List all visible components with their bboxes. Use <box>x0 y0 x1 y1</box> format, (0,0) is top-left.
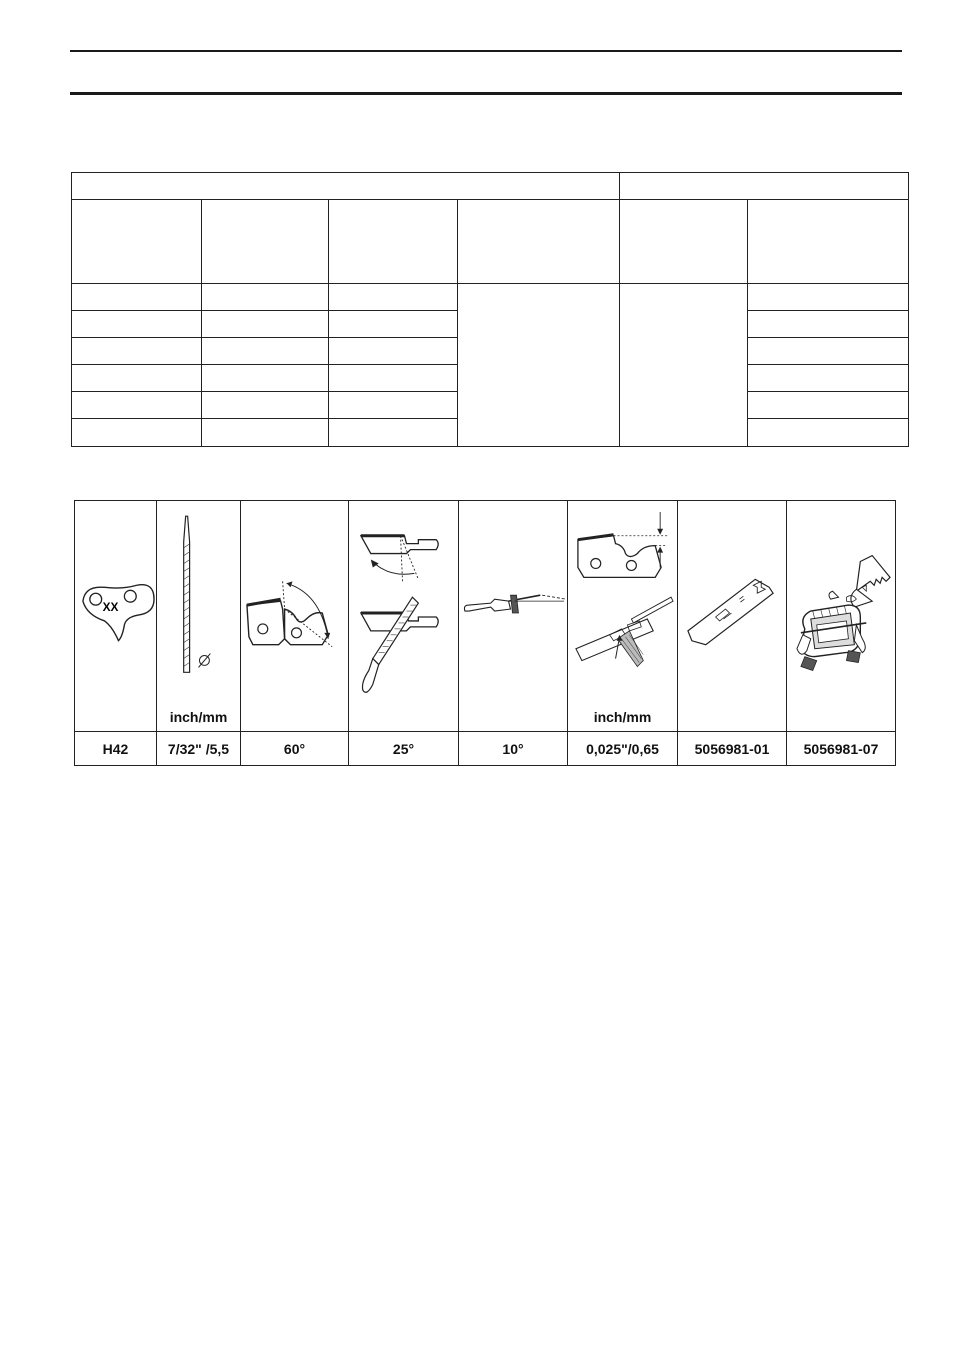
spec-cell <box>748 392 909 419</box>
cutter-angle-icon <box>241 501 348 731</box>
depth-gauge-unit-label: inch/mm <box>593 709 652 725</box>
spec-header-cell <box>72 200 202 284</box>
filing-template-icon <box>787 501 895 731</box>
spec-group-header-row <box>72 173 909 200</box>
spec-cell <box>202 284 329 311</box>
file-holder-angle-value: 10° <box>459 732 568 766</box>
round-file-icon <box>157 501 240 731</box>
spec-cell <box>202 392 329 419</box>
table-row <box>72 284 909 311</box>
spec-cell <box>72 419 202 447</box>
file-diameter-illustration <box>157 501 241 732</box>
spec-cell <box>72 338 202 365</box>
spec-cell <box>748 338 909 365</box>
spec-header-cell <box>329 200 458 284</box>
spec-group-header-right <box>620 173 909 200</box>
chain-code-illustration <box>75 501 157 732</box>
spec-column-header-row <box>72 200 909 284</box>
spec-cell <box>329 284 458 311</box>
chain-code-mark: XX <box>102 600 119 615</box>
spec-cell <box>748 419 909 447</box>
spec-cell <box>72 311 202 338</box>
spec-header-cell <box>620 200 748 284</box>
sharpening-template-illustration <box>787 501 896 732</box>
top-plate-angle-value: 60° <box>241 732 349 766</box>
spec-merged-cell <box>620 284 748 447</box>
spec-cell <box>72 365 202 392</box>
file-gauge-illustration <box>678 501 787 732</box>
sharpening-template-part-number: 5056981-07 <box>787 732 896 766</box>
file-diameter-value: 7/32" /5,5 <box>157 732 241 766</box>
header-rule-top <box>70 50 902 52</box>
file-holder-icon <box>459 501 567 731</box>
spec-cell <box>329 338 458 365</box>
spec-cell <box>202 419 329 447</box>
spec-table <box>71 172 909 447</box>
drive-link-icon <box>75 501 156 731</box>
sharpening-angle-illustration <box>349 501 459 732</box>
spec-merged-cell <box>458 284 620 447</box>
spec-header-cell <box>202 200 329 284</box>
depth-gauge-icon <box>568 501 677 731</box>
spec-cell <box>202 365 329 392</box>
file-unit-label: inch/mm <box>169 709 228 725</box>
spec-cell <box>72 284 202 311</box>
spec-cell <box>329 419 458 447</box>
depth-gauge-illustration <box>568 501 678 732</box>
top-plate-angle-illustration <box>241 501 349 732</box>
spec-cell <box>202 311 329 338</box>
spec-header-cell <box>748 200 909 284</box>
spec-cell <box>329 365 458 392</box>
spec-cell <box>329 311 458 338</box>
illustration-row <box>75 501 896 732</box>
spec-group-header-left <box>72 173 620 200</box>
sharpening-angle-value: 25° <box>349 732 459 766</box>
depth-gauge-setting-value: 0,025"/0,65 <box>568 732 678 766</box>
spec-cell <box>748 284 909 311</box>
sharpening-table <box>74 500 896 766</box>
file-holder-angle-illustration <box>459 501 568 732</box>
spec-cell <box>748 311 909 338</box>
file-gauge-part-number: 5056981-01 <box>678 732 787 766</box>
spec-header-cell <box>458 200 620 284</box>
chain-code-value: H42 <box>75 732 157 766</box>
spec-cell <box>72 392 202 419</box>
spec-cell <box>748 365 909 392</box>
values-row <box>75 732 896 766</box>
spec-cell <box>202 338 329 365</box>
file-angle-icon <box>349 501 458 731</box>
file-gauge-icon <box>678 501 786 731</box>
header-rule-bottom <box>70 92 902 95</box>
spec-cell <box>329 392 458 419</box>
